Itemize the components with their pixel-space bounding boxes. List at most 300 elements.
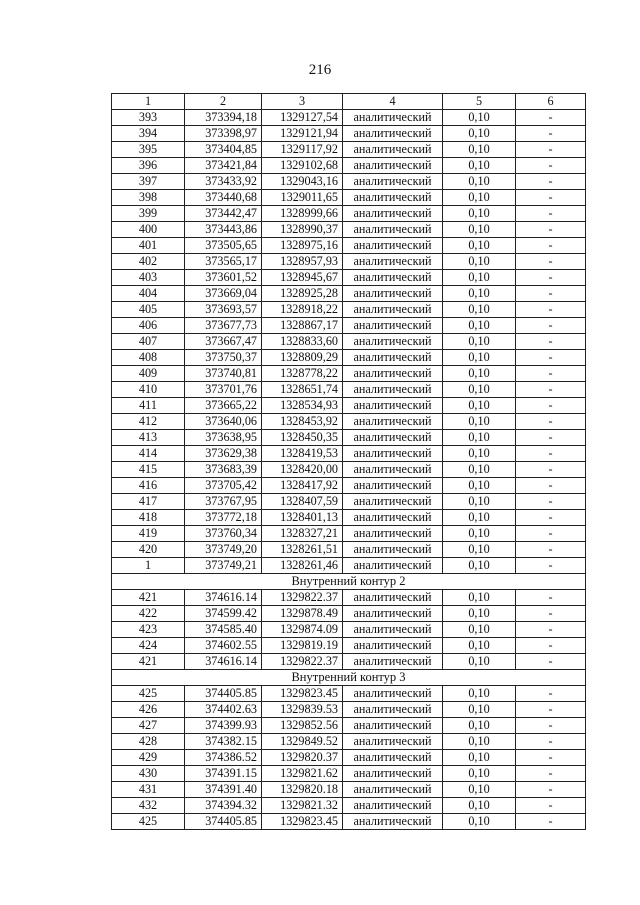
coordinate-y-cell: 1328651,74 [262, 382, 343, 398]
coordinate-x-cell: 373433,92 [185, 174, 262, 190]
note-cell: - [516, 542, 586, 558]
note-cell: - [516, 238, 586, 254]
coordinate-x-cell: 374402.63 [185, 702, 262, 718]
coordinate-x-cell: 373404,85 [185, 142, 262, 158]
table-row [112, 334, 586, 350]
point-number-cell: 414 [112, 446, 185, 462]
note-cell: - [516, 302, 586, 318]
coordinate-x-cell: 373638,95 [185, 430, 262, 446]
coordinate-y-cell: 1328867,17 [262, 318, 343, 334]
table-row [112, 766, 586, 782]
table-row [112, 510, 586, 526]
note-cell: - [516, 254, 586, 270]
coordinate-x-cell: 373705,42 [185, 478, 262, 494]
note-cell: - [516, 622, 586, 638]
note-cell: - [516, 350, 586, 366]
point-number-cell: 404 [112, 286, 185, 302]
method-cell: аналитический [343, 590, 443, 606]
accuracy-cell: 0,10 [443, 494, 516, 510]
column-header: 4 [343, 94, 443, 110]
accuracy-cell: 0,10 [443, 142, 516, 158]
accuracy-cell: 0,10 [443, 638, 516, 654]
coordinate-y-cell: 1328261,51 [262, 542, 343, 558]
note-cell: - [516, 686, 586, 702]
coordinate-y-cell: 1329823.45 [262, 814, 343, 830]
accuracy-cell: 0,10 [443, 366, 516, 382]
table-row [112, 462, 586, 478]
note-cell: - [516, 510, 586, 526]
note-cell: - [516, 158, 586, 174]
point-number-cell: 423 [112, 622, 185, 638]
coordinate-x-cell: 374386.52 [185, 750, 262, 766]
method-cell: аналитический [343, 318, 443, 334]
table-row [112, 814, 586, 830]
coordinate-y-cell: 1329102,68 [262, 158, 343, 174]
table-row [112, 590, 586, 606]
table-row [112, 430, 586, 446]
coordinate-y-cell: 1329823.45 [262, 686, 343, 702]
accuracy-cell: 0,10 [443, 270, 516, 286]
accuracy-cell: 0,10 [443, 382, 516, 398]
table-row [112, 446, 586, 462]
coordinate-y-cell: 1329849.52 [262, 734, 343, 750]
point-number-cell: 424 [112, 638, 185, 654]
accuracy-cell: 0,10 [443, 334, 516, 350]
table-row [112, 350, 586, 366]
coordinate-x-cell: 374391.15 [185, 766, 262, 782]
coordinate-x-cell: 373767,95 [185, 494, 262, 510]
coordinate-x-cell: 373442,47 [185, 206, 262, 222]
accuracy-cell: 0,10 [443, 254, 516, 270]
method-cell: аналитический [343, 430, 443, 446]
note-cell: - [516, 414, 586, 430]
note-cell: - [516, 110, 586, 126]
coordinate-y-cell: 1328534,93 [262, 398, 343, 414]
method-cell: аналитический [343, 718, 443, 734]
coordinate-x-cell: 373669,04 [185, 286, 262, 302]
coordinate-x-cell: 373683,39 [185, 462, 262, 478]
point-number-cell: 401 [112, 238, 185, 254]
point-number-cell: 405 [112, 302, 185, 318]
coordinate-x-cell: 374616.14 [185, 654, 262, 670]
point-number-cell: 395 [112, 142, 185, 158]
point-number-cell: 400 [112, 222, 185, 238]
method-cell: аналитический [343, 814, 443, 830]
accuracy-cell: 0,10 [443, 398, 516, 414]
table-row [112, 222, 586, 238]
method-cell: аналитический [343, 702, 443, 718]
table-row [112, 478, 586, 494]
method-cell: аналитический [343, 238, 443, 254]
note-cell: - [516, 126, 586, 142]
note-cell: - [516, 430, 586, 446]
note-cell: - [516, 590, 586, 606]
coordinate-y-cell: 1328407,59 [262, 494, 343, 510]
column-header: 6 [516, 94, 586, 110]
coordinate-y-cell: 1329820.37 [262, 750, 343, 766]
note-cell: - [516, 750, 586, 766]
method-cell: аналитический [343, 622, 443, 638]
point-number-cell: 397 [112, 174, 185, 190]
method-cell: аналитический [343, 542, 443, 558]
method-cell: аналитический [343, 302, 443, 318]
point-number-cell: 398 [112, 190, 185, 206]
table-row [112, 718, 586, 734]
table-row [112, 110, 586, 126]
coordinate-x-cell: 374382.15 [185, 734, 262, 750]
note-cell: - [516, 638, 586, 654]
note-cell: - [516, 734, 586, 750]
table-header-row [112, 94, 586, 110]
coordinate-x-cell: 373505,65 [185, 238, 262, 254]
table-row [112, 750, 586, 766]
coordinate-y-cell: 1329839.53 [262, 702, 343, 718]
point-number-cell: 425 [112, 814, 185, 830]
coordinate-x-cell: 373749,21 [185, 558, 262, 574]
coordinate-x-cell: 373701,76 [185, 382, 262, 398]
coordinate-x-cell: 373421,84 [185, 158, 262, 174]
point-number-cell: 416 [112, 478, 185, 494]
accuracy-cell: 0,10 [443, 302, 516, 318]
method-cell: аналитический [343, 638, 443, 654]
method-cell: аналитический [343, 510, 443, 526]
section-title: Внутренний контур 3 [112, 670, 586, 686]
accuracy-cell: 0,10 [443, 814, 516, 830]
note-cell: - [516, 206, 586, 222]
point-number-cell: 409 [112, 366, 185, 382]
table-row [112, 398, 586, 414]
accuracy-cell: 0,10 [443, 286, 516, 302]
method-cell: аналитический [343, 222, 443, 238]
note-cell: - [516, 142, 586, 158]
coordinate-y-cell: 1329852.56 [262, 718, 343, 734]
coordinate-x-cell: 373667,47 [185, 334, 262, 350]
table-row [112, 622, 586, 638]
method-cell: аналитический [343, 174, 443, 190]
page-number: 216 [308, 62, 332, 78]
table-row [112, 558, 586, 574]
column-header: 2 [185, 94, 262, 110]
coordinate-y-cell: 1328453,92 [262, 414, 343, 430]
coordinate-y-cell: 1329820.18 [262, 782, 343, 798]
note-cell: - [516, 702, 586, 718]
note-cell: - [516, 606, 586, 622]
point-number-cell: 1 [112, 558, 185, 574]
point-number-cell: 411 [112, 398, 185, 414]
table-row [112, 158, 586, 174]
accuracy-cell: 0,10 [443, 510, 516, 526]
coordinate-y-cell: 1328925,28 [262, 286, 343, 302]
note-cell: - [516, 190, 586, 206]
method-cell: аналитический [343, 350, 443, 366]
accuracy-cell: 0,10 [443, 622, 516, 638]
note-cell: - [516, 174, 586, 190]
note-cell: - [516, 318, 586, 334]
accuracy-cell: 0,10 [443, 238, 516, 254]
table-row [112, 798, 586, 814]
coordinate-y-cell: 1328918,22 [262, 302, 343, 318]
accuracy-cell: 0,10 [443, 542, 516, 558]
accuracy-cell: 0,10 [443, 766, 516, 782]
method-cell: аналитический [343, 254, 443, 270]
table-row [112, 174, 586, 190]
coordinate-y-cell: 1328990,37 [262, 222, 343, 238]
coordinate-y-cell: 1329121,94 [262, 126, 343, 142]
method-cell: аналитический [343, 494, 443, 510]
column-header: 5 [443, 94, 516, 110]
point-number-cell: 406 [112, 318, 185, 334]
method-cell: аналитический [343, 462, 443, 478]
table-body [112, 94, 586, 830]
method-cell: аналитический [343, 686, 443, 702]
table-row [112, 318, 586, 334]
point-number-cell: 428 [112, 734, 185, 750]
accuracy-cell: 0,10 [443, 798, 516, 814]
coordinate-y-cell: 1328327,21 [262, 526, 343, 542]
table-row [112, 286, 586, 302]
table-row [112, 254, 586, 270]
coordinate-x-cell: 373750,37 [185, 350, 262, 366]
coordinate-x-cell: 374602.55 [185, 638, 262, 654]
coordinate-x-cell: 373740,81 [185, 366, 262, 382]
coordinate-x-cell: 374616.14 [185, 590, 262, 606]
table-row [112, 302, 586, 318]
note-cell: - [516, 798, 586, 814]
table-row [112, 142, 586, 158]
method-cell: аналитический [343, 414, 443, 430]
note-cell: - [516, 782, 586, 798]
method-cell: аналитический [343, 750, 443, 766]
coordinate-x-cell: 374405.85 [185, 686, 262, 702]
coordinate-x-cell: 373665,22 [185, 398, 262, 414]
coordinate-x-cell: 373749,20 [185, 542, 262, 558]
accuracy-cell: 0,10 [443, 126, 516, 142]
method-cell: аналитический [343, 526, 443, 542]
point-number-cell: 410 [112, 382, 185, 398]
method-cell: аналитический [343, 206, 443, 222]
note-cell: - [516, 446, 586, 462]
method-cell: аналитический [343, 270, 443, 286]
table-row [112, 654, 586, 670]
accuracy-cell: 0,10 [443, 782, 516, 798]
coordinate-x-cell: 373677,73 [185, 318, 262, 334]
point-number-cell: 432 [112, 798, 185, 814]
method-cell: аналитический [343, 478, 443, 494]
method-cell: аналитический [343, 798, 443, 814]
point-number-cell: 421 [112, 590, 185, 606]
note-cell: - [516, 494, 586, 510]
accuracy-cell: 0,10 [443, 462, 516, 478]
coordinate-y-cell: 1329011,65 [262, 190, 343, 206]
coordinate-x-cell: 374394.32 [185, 798, 262, 814]
point-number-cell: 422 [112, 606, 185, 622]
note-cell: - [516, 462, 586, 478]
note-cell: - [516, 478, 586, 494]
accuracy-cell: 0,10 [443, 158, 516, 174]
coordinate-x-cell: 373640,06 [185, 414, 262, 430]
note-cell: - [516, 654, 586, 670]
coordinate-y-cell: 1329821.32 [262, 798, 343, 814]
coordinate-x-cell: 374399.93 [185, 718, 262, 734]
accuracy-cell: 0,10 [443, 430, 516, 446]
coordinate-x-cell: 373760,34 [185, 526, 262, 542]
coordinate-y-cell: 1328401,13 [262, 510, 343, 526]
coordinate-y-cell: 1328261,46 [262, 558, 343, 574]
accuracy-cell: 0,10 [443, 206, 516, 222]
accuracy-cell: 0,10 [443, 190, 516, 206]
point-number-cell: 425 [112, 686, 185, 702]
coordinate-x-cell: 373398,97 [185, 126, 262, 142]
table-row [112, 606, 586, 622]
coordinate-y-cell: 1329127,54 [262, 110, 343, 126]
method-cell: аналитический [343, 654, 443, 670]
coordinate-y-cell: 1329822.37 [262, 590, 343, 606]
table-row [112, 702, 586, 718]
section-title-row [112, 574, 586, 590]
point-number-cell: 431 [112, 782, 185, 798]
accuracy-cell: 0,10 [443, 478, 516, 494]
point-number-cell: 415 [112, 462, 185, 478]
coordinate-y-cell: 1329822.37 [262, 654, 343, 670]
coordinate-x-cell: 374391.40 [185, 782, 262, 798]
coordinate-y-cell: 1329043,16 [262, 174, 343, 190]
coordinate-y-cell: 1328957,93 [262, 254, 343, 270]
note-cell: - [516, 222, 586, 238]
point-number-cell: 407 [112, 334, 185, 350]
method-cell: аналитический [343, 158, 443, 174]
accuracy-cell: 0,10 [443, 110, 516, 126]
method-cell: аналитический [343, 190, 443, 206]
point-number-cell: 418 [112, 510, 185, 526]
point-number-cell: 430 [112, 766, 185, 782]
note-cell: - [516, 366, 586, 382]
accuracy-cell: 0,10 [443, 174, 516, 190]
coordinate-y-cell: 1329117,92 [262, 142, 343, 158]
table-row [112, 526, 586, 542]
point-number-cell: 408 [112, 350, 185, 366]
section-title-row [112, 670, 586, 686]
note-cell: - [516, 334, 586, 350]
point-number-cell: 426 [112, 702, 185, 718]
method-cell: аналитический [343, 142, 443, 158]
accuracy-cell: 0,10 [443, 222, 516, 238]
point-number-cell: 413 [112, 430, 185, 446]
note-cell: - [516, 270, 586, 286]
accuracy-cell: 0,10 [443, 558, 516, 574]
point-number-cell: 403 [112, 270, 185, 286]
coordinate-y-cell: 1329878.49 [262, 606, 343, 622]
point-number-cell: 420 [112, 542, 185, 558]
column-header: 1 [112, 94, 185, 110]
table-row [112, 366, 586, 382]
note-cell: - [516, 814, 586, 830]
table-row [112, 542, 586, 558]
point-number-cell: 412 [112, 414, 185, 430]
coordinate-y-cell: 1328450,35 [262, 430, 343, 446]
table-row [112, 638, 586, 654]
coordinate-x-cell: 373601,52 [185, 270, 262, 286]
coordinates-table [111, 93, 586, 830]
table-row [112, 270, 586, 286]
accuracy-cell: 0,10 [443, 654, 516, 670]
coordinate-x-cell: 373440,68 [185, 190, 262, 206]
method-cell: аналитический [343, 286, 443, 302]
method-cell: аналитический [343, 782, 443, 798]
method-cell: аналитический [343, 606, 443, 622]
table-row [112, 494, 586, 510]
accuracy-cell: 0,10 [443, 718, 516, 734]
method-cell: аналитический [343, 558, 443, 574]
note-cell: - [516, 526, 586, 542]
table-row [112, 686, 586, 702]
method-cell: аналитический [343, 398, 443, 414]
method-cell: аналитический [343, 126, 443, 142]
coordinate-x-cell: 373443,86 [185, 222, 262, 238]
coordinate-y-cell: 1328999,66 [262, 206, 343, 222]
table-row [112, 206, 586, 222]
point-number-cell: 417 [112, 494, 185, 510]
coordinate-y-cell: 1328975,16 [262, 238, 343, 254]
coordinate-y-cell: 1329819.19 [262, 638, 343, 654]
coordinate-y-cell: 1328833,60 [262, 334, 343, 350]
table-row [112, 238, 586, 254]
note-cell: - [516, 398, 586, 414]
accuracy-cell: 0,10 [443, 526, 516, 542]
coordinate-y-cell: 1328417,92 [262, 478, 343, 494]
coordinate-x-cell: 373565,17 [185, 254, 262, 270]
note-cell: - [516, 286, 586, 302]
accuracy-cell: 0,10 [443, 350, 516, 366]
point-number-cell: 396 [112, 158, 185, 174]
accuracy-cell: 0,10 [443, 414, 516, 430]
point-number-cell: 399 [112, 206, 185, 222]
point-number-cell: 427 [112, 718, 185, 734]
method-cell: аналитический [343, 766, 443, 782]
table-row [112, 190, 586, 206]
note-cell: - [516, 558, 586, 574]
section-title: Внутренний контур 2 [112, 574, 586, 590]
coordinate-x-cell: 373394,18 [185, 110, 262, 126]
coordinate-y-cell: 1328778,22 [262, 366, 343, 382]
table-row [112, 414, 586, 430]
table-row [112, 382, 586, 398]
coordinate-x-cell: 374405.85 [185, 814, 262, 830]
table-row [112, 782, 586, 798]
accuracy-cell: 0,10 [443, 750, 516, 766]
coordinate-y-cell: 1329821.62 [262, 766, 343, 782]
method-cell: аналитический [343, 382, 443, 398]
table-row [112, 126, 586, 142]
accuracy-cell: 0,10 [443, 734, 516, 750]
coordinate-x-cell: 374585.40 [185, 622, 262, 638]
method-cell: аналитический [343, 446, 443, 462]
method-cell: аналитический [343, 366, 443, 382]
coordinate-x-cell: 373772,18 [185, 510, 262, 526]
note-cell: - [516, 718, 586, 734]
point-number-cell: 402 [112, 254, 185, 270]
method-cell: аналитический [343, 734, 443, 750]
method-cell: аналитический [343, 110, 443, 126]
coordinate-y-cell: 1329874.09 [262, 622, 343, 638]
coordinate-y-cell: 1328809,29 [262, 350, 343, 366]
accuracy-cell: 0,10 [443, 702, 516, 718]
coordinate-x-cell: 373693,57 [185, 302, 262, 318]
coordinate-y-cell: 1328945,67 [262, 270, 343, 286]
accuracy-cell: 0,10 [443, 606, 516, 622]
point-number-cell: 394 [112, 126, 185, 142]
accuracy-cell: 0,10 [443, 318, 516, 334]
coordinate-x-cell: 373629,38 [185, 446, 262, 462]
